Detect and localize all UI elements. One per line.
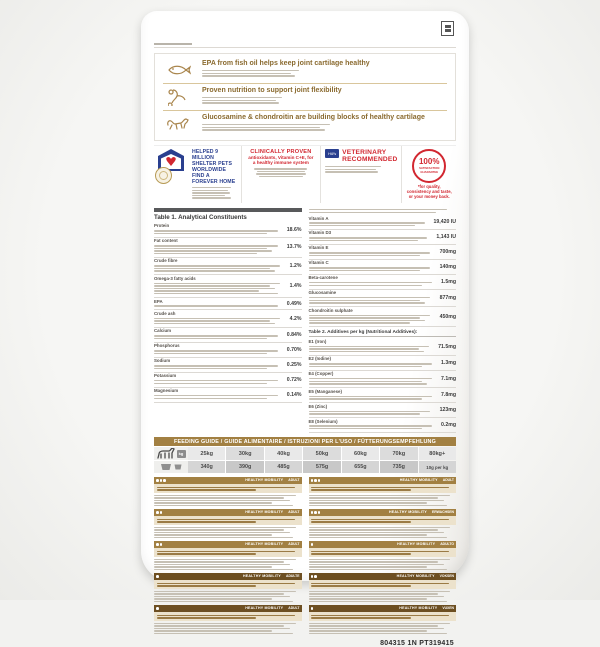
flag-dots-icon — [311, 479, 321, 482]
clinical-translations — [253, 168, 308, 177]
bowl-icon-small — [174, 464, 182, 470]
block-body-text — [154, 559, 302, 571]
block-body-text — [309, 623, 457, 635]
table-row: Sodium 0.25% — [154, 358, 302, 373]
flag-dots-icon — [156, 511, 162, 514]
table-row: Calcium 0.84% — [154, 328, 302, 343]
vet-translations — [325, 166, 383, 173]
recycle-microtext — [154, 43, 192, 45]
language-block: HEALTHY MOBILITY ADULT — [154, 605, 302, 634]
callout-translations — [202, 97, 286, 104]
feeding-column: 70kg 735g — [380, 447, 417, 473]
block-intro — [154, 484, 302, 493]
block-intro — [154, 516, 302, 525]
guarantee-badge — [401, 146, 456, 203]
table-row: Beta-carotene 1.5mg — [309, 275, 457, 290]
block-body-text — [309, 495, 457, 507]
divider — [154, 47, 456, 48]
block-body-text — [154, 495, 302, 507]
block-body-text — [309, 559, 457, 571]
fish-icon — [163, 60, 193, 80]
guarantee-label: SATISFACTION GUARANTEE — [419, 166, 440, 174]
hills-house-logo-icon — [158, 149, 188, 200]
flag-dots-icon — [156, 543, 162, 546]
block-intro — [309, 580, 457, 589]
feeding-column: 60kg 655g — [342, 447, 379, 473]
shelter-line: SHELTER PETS WORLDWIDE — [192, 161, 233, 173]
block-intro — [154, 548, 302, 557]
table-row: Fat content 13.7% — [154, 238, 302, 258]
shelter-line: FIND A FOREVER HOME — [192, 173, 236, 185]
flag-dots-icon — [156, 607, 159, 610]
table-row: Omega-3 fatty acids 1.4% — [154, 275, 302, 298]
bowl-icon — [160, 463, 172, 471]
block-intro — [309, 516, 457, 525]
feeding-guide — [154, 437, 456, 473]
shelter-stamp-icon — [155, 167, 172, 184]
table-row: Vitamin D3 1,143 IU — [309, 230, 457, 245]
block-body-text — [309, 591, 457, 603]
language-block: HEALTHY MOBILITY ADULT — [154, 477, 302, 506]
dog-silhouette-icon — [157, 448, 175, 459]
kg-unit-badge: kg — [177, 450, 186, 458]
language-block: HEALTHY MOBILITY ADULTO — [309, 541, 457, 570]
callout-heading: EPA from fish oil helps keep joint cartilage healthy — [202, 60, 370, 67]
clinically-proven-sub: antioxidants, Vitamin C+E, for — [248, 155, 314, 160]
feeding-icon-column — [154, 447, 188, 473]
block-intro — [154, 612, 302, 621]
feeding-column: 25kg 340g — [188, 447, 225, 473]
recycling-mark-icon — [441, 21, 454, 36]
block-body-text — [309, 527, 457, 539]
guarantee-seal-icon — [412, 149, 446, 183]
flag-dots-icon — [311, 575, 317, 578]
hills-logo-icon: Hill's — [325, 149, 339, 158]
flag-dots-icon — [311, 607, 314, 610]
badge-row — [154, 145, 456, 203]
block-intro — [309, 484, 457, 493]
language-block: HEALTHY MOBILITY VOKSEN — [309, 573, 457, 602]
joint-icon — [163, 87, 193, 107]
shelter-translations — [192, 187, 233, 199]
table-row: E5 (Manganese) 7.8mg — [309, 388, 457, 403]
flag-dots-icon — [311, 511, 321, 514]
callout-heading: Glucosamine & chondroitin are building blocks of healthy cartilage — [202, 114, 425, 121]
benefit-callouts — [154, 53, 456, 141]
block-intro — [309, 548, 457, 557]
table-header-bar — [154, 208, 302, 212]
language-block: HEALTHY MOBILITY ADULT — [154, 509, 302, 538]
analytical-constituents-column — [154, 208, 302, 433]
table-row: Vitamin C 140mg — [309, 260, 457, 275]
table-row: E1 (Iron) 71.5mg — [309, 338, 457, 356]
feeding-guide-title: FEEDING GUIDE / GUIDE ALIMENTAIRE / ISTRUZIONI PER L'USO / FÜTTERUNGSEMPFEHLUNG — [154, 437, 456, 446]
package-top-strip — [154, 19, 456, 43]
block-body-text — [154, 527, 302, 539]
callout-translations — [202, 70, 303, 77]
language-block: HEALTHY MOBILITY ADULTE — [154, 573, 302, 602]
feeding-column: 50kg 575g — [303, 447, 340, 473]
table-row: EPA 0.49% — [154, 298, 302, 310]
feeding-column: 80kg+ 10g per kg — [419, 447, 456, 473]
feeding-table — [154, 447, 456, 473]
block-body-text — [154, 591, 302, 603]
callout-flexibility — [163, 83, 447, 110]
veterinary-recommended-badge — [320, 146, 401, 203]
dog-food-package-back — [141, 11, 469, 647]
language-blocks — [154, 477, 456, 634]
feeding-column: 30kg 390g — [226, 447, 263, 473]
per-kg-note — [309, 209, 454, 213]
block-intro — [154, 580, 302, 589]
clinically-proven-badge — [241, 146, 321, 203]
language-block: HEALTHY MOBILITY ADULT — [154, 541, 302, 570]
table-row: E4 (Copper) 7.1mg — [309, 371, 457, 389]
shelter-badge — [154, 146, 241, 203]
flag-dots-icon — [156, 575, 159, 578]
feeding-column: 40kg 485g — [265, 447, 302, 473]
clinically-proven-title: CLINICALLY PROVEN — [250, 149, 312, 155]
product-code: 804315 1N PT319415 — [380, 640, 454, 647]
table-row: Vitamin E 700mg — [309, 245, 457, 260]
table-row: E2 (Iodine) 1.3mg — [309, 356, 457, 371]
supplements-column — [309, 208, 457, 433]
table-row: Potassium 0.72% — [154, 373, 302, 388]
table-row: Crude ash 4.2% — [154, 310, 302, 328]
block-body-text — [154, 623, 302, 635]
table-row: Crude fibre 1.2% — [154, 258, 302, 276]
table2-title: Table 2. Additives per kg (Nutritional Additives): — [309, 330, 457, 337]
callout-glucosamine — [163, 110, 447, 137]
block-intro — [309, 612, 457, 621]
table-row: Phosphorus 0.70% — [154, 343, 302, 358]
table-row: Chondroitin sulphate 450mg — [309, 307, 457, 327]
table-row: E8 (Selenium) 0.2mg — [309, 418, 457, 433]
callout-translations — [202, 124, 336, 131]
flag-dots-icon — [311, 543, 314, 546]
table-row: E6 (Zinc) 123mg — [309, 403, 457, 418]
nutrition-section — [154, 208, 456, 433]
shelter-line: HELPED 9 MILLION — [192, 149, 219, 161]
language-block: HEALTHY MOBILITY VUXEN — [309, 605, 457, 634]
vet-line: VETERINARY — [342, 149, 387, 156]
dog-icon — [163, 114, 193, 134]
guarantee-note: *for quality, consistency and taste, or your money back. — [406, 184, 452, 199]
table1-title: Table 1. Analytical Constituents — [154, 213, 247, 221]
table-row: Protein 18.6% — [154, 223, 302, 238]
callout-epa — [163, 57, 447, 83]
language-block: HEALTHY MOBILITY ERWACHSEN — [309, 509, 457, 538]
callout-heading: Proven nutrition to support joint flexibility — [202, 87, 342, 94]
table-row: Magnesium 0.14% — [154, 388, 302, 403]
guarantee-percent: 100% — [418, 157, 440, 166]
table-row: Vitamin A 19,420 IU — [309, 215, 457, 230]
clinically-proven-sub: a healthy immune system — [252, 160, 309, 166]
vet-line: RECOMMENDED — [342, 156, 398, 163]
flag-dots-icon — [156, 479, 166, 482]
language-block: HEALTHY MOBILITY ADULT — [309, 477, 457, 506]
table-row: Glucosamine 877mg — [309, 290, 457, 308]
